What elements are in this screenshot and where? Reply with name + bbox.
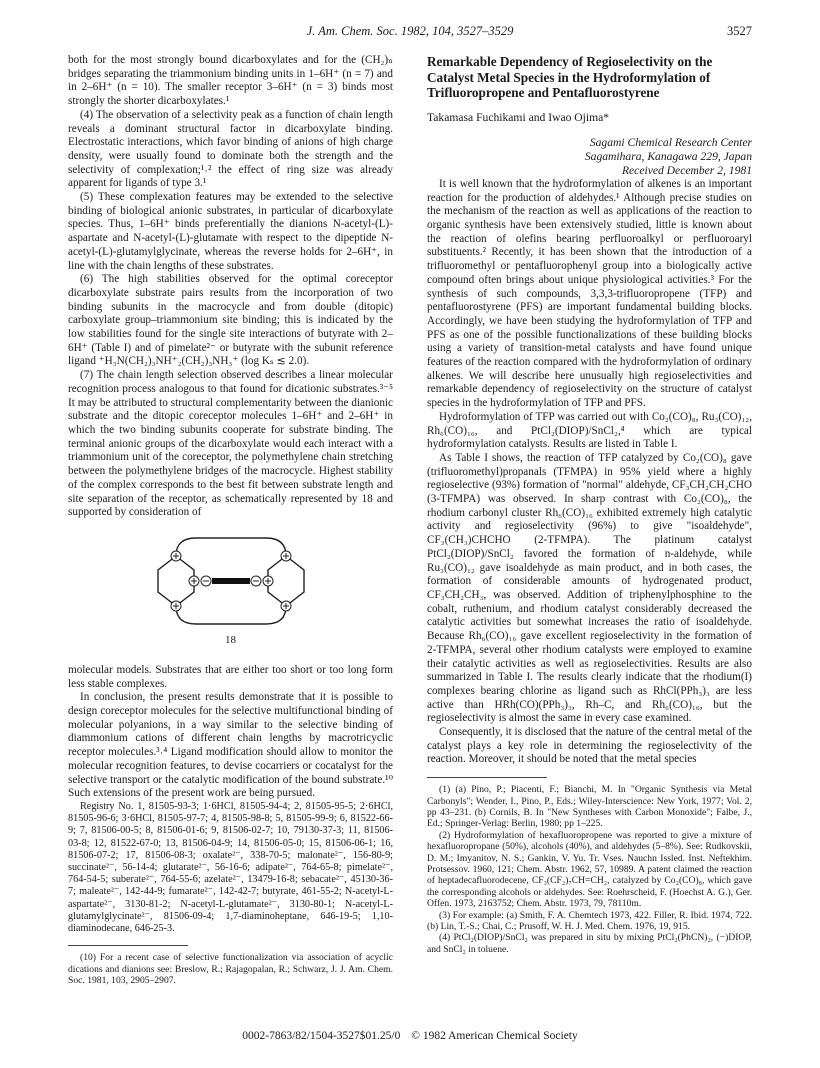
article-authors: Takamasa Fuchikami and Iwao Ojima* <box>427 110 610 124</box>
footnote: (1) (a) Pino, P.; Piacenti, F.; Bianchi, M. In "Organic Synthesis via Metal Carbonyls"; Wender, I., Pino, P., Eds.; Wiley-Interscience: New York, 1977; Vol. 2, pp 43–231. (b) Cornils, B. In "New Syntheses with Carbon Monoxide"; Falbe, J., Ed.; Springer-Verlag: Berlin, 1980; pp 1–225. <box>427 784 752 830</box>
left-column <box>68 54 393 986</box>
footnote-divider <box>68 945 188 946</box>
macrocycle-complex-drawing <box>146 530 316 632</box>
page-number: 3527 <box>727 24 752 38</box>
paragraph: Consequently, it is disclosed that the nature of the central metal of the catalyst plays a key role in determining the regioselectivity of the reaction. Moreover, it should be noted that the metal species <box>427 726 752 766</box>
footnote: (10) For a recent case of selective functionalization via association of acyclic dications and dianions see: Breslow, R.; Rajagopalan, R.; Schwarz, J. J. Am. Chem. Soc. 1981, 103, 2905–2907. <box>68 952 393 986</box>
footnote: (2) Hydroformylation of hexafluoropropene was reported to give a mixture of hexafluoropropane (50%), alcohols (40%), and aldehydes (5–8%). See: Rudkovskii, D. M.; Imyanitov, N. S.; Gankin, V. Yu. Tr. Vses. Nauchn Issled. Inst. Neftekhim. Protsessov. 1960, 121; Chem. Abstr. 1962, 57, 10989. A patent claimed the reaction of heptadecafluorodecene, CF₃(CF₂)₇CH=CH₂, catalyzed by Co₂(CO)₈, which gave the corresponding alcohols or aldehydes. See: Roehrscheid, F. (Hoechst A. G.), Ger. Offen. 1973, 2163752; Chem. Abstr. 1973, 79, 78110m. <box>427 829 752 910</box>
copyright-notice: © 1982 American Chemical Society <box>411 1030 578 1042</box>
footnote: (4) PtCl₂(DIOP)/SnCl₂ was prepared in situ by mixing PtCl₂(PhCN)₂, (−)DIOP, and SnCl₂ in toluene. <box>427 932 752 955</box>
paragraph: molecular models. Substrates that are either too short or too long form less stable complexes. <box>68 663 393 690</box>
registry-numbers: Registry No. 1, 81505-93-3; 1·6HCl, 81505-94-4; 2, 81505-95-5; 2·6HCl, 81505-96-6; 3·6HCl, 81505-97-7; 4, 81505-98-8; 5, 81505-99-9; 6, 81522-66-9; 7, 81506-00-5; 8, 81506-01-6; 9, 81506-02-7; 10, 79130-37-3; 11, 81506-03-8; 12, 81522-67-0; 13, 81506-04-9; 14, 81506-05-0; 15, 81506-06-1; 16, 81506-07-2; 17, 81506-08-3; oxalate²⁻, 338-70-5; malonate²⁻, 156-80-9; succinate²⁻, 56-14-4; glutarate²⁻, 56-16-6; adipate²⁻, 764-65-8; pimelate²⁻, 764-54-5; suberate²⁻, 764-55-6; azelate²⁻, 13479-16-8; sebacate²⁻, 45130-36-7; maleate²⁻, 142-44-9; fumarate²⁻, 142-42-7; butyrate, 461-55-2; N-acetyl-L-aspartate²⁻, 3130-81-2; N-acetyl-L-glutamate²⁻, 3130-80-1; N-acetyl-L-glutamylglycinate²⁻, 81506-09-4; 1,7-diaminoheptane, 646-19-5; 1,10-diaminodecane, 646-25-3. <box>68 800 393 934</box>
page-footer <box>68 1030 752 1042</box>
affiliation-institution: Sagami Chemical Research Center <box>589 136 752 150</box>
article-code: 0002-7863/82/1504-3527$01.25/0 <box>242 1030 401 1042</box>
affiliation-location: Sagamihara, Kanagawa 229, Japan <box>584 150 752 164</box>
received-date: Received December 2, 1981 <box>621 164 752 178</box>
footnote: (3) For example: (a) Smith, F. A. Chemtech 1973, 422. Filler, R. Ibid. 1974, 722. (b) Lin, T.-S.; Chai, C.; Prusoff, W. H. J. Med. Chem. 1976, 19, 915. <box>427 909 752 933</box>
paragraph: (5) These complexation features may be extended to the selective binding of biological anionic substrates, in particular of dicarboxylate species. Thus, 1–6H⁺ binds preferentially the dianions N-acetyl-(L)-aspartate and N-acetyl-(L)-glutamate with respect to the dipeptide N-acetyl-(L)-glutamylglycinate, whereas the reverse holds for 2–6H⁺, in line with the chain lengths of these substrates. <box>68 191 393 272</box>
structure-18-figure <box>68 526 393 656</box>
paragraph: (7) The chain length selection observed describes a linear molecular recognition process analogous to that found for dicationic substrates.³⁻⁵ It may be attributed to structural complementarity between the dianionic substrate and the ditopic coreceptor molecules 1–6H⁺ and 2–6H⁺ in which the two binding subunits cooperate for substrate binding. The terminal anionic groups of the dicarboxylate would each interact with a triammonium unit of the coreceptor, the polymethylene chain stretching between the polymethylene bridges of the macrocycle. Highest stability of the complex corresponds to the best fit between substrate length and site separation of the receptor, as schematically represented by 18 and supported by consideration of <box>68 369 393 519</box>
paragraph: (6) The high stabilities observed for the optimal coreceptor dicarboxylate substrate pairs results from the incorporation of two binding subunits in the macrocycle and from double (ditopic) carboxylate group–triammonium site binding; this is indicated by the low stabilities found for the single site interactions of butyrate with 2–6H⁺ (Table I) and of pimelate²⁻ or butyrate with the subunit reference ligand ⁺H₃N(CH₂)₃NH⁺₂(CH₂)₃NH₃⁺ (log Kₛ ≲ 2.0). <box>68 273 393 368</box>
paragraph: It is well known that the hydroformylation of alkenes is an important reaction for the production of aldehydes.¹ Although precise studies on the mechanism of the reaction as well as applications of the reaction to organic synthesis have been extensively studied, little is known about the reaction of olefins bearing perfluoroalkyl or perfluoroaryl substituents.² Recently, it has been shown that the introduction of a trifluoromethyl or pentafluorophenyl group into a biologically active compound often brings about unique physiological activities.³ For the synthesis of such compounds, 3,3,3-trifluoropropene (TFP) and pentafluorostyrene (PFS) are important fundamental building blocks. Accordingly, we have been studying the hydroformylation of TFP and PFS as one of the possible functionalizations of these building blocks using a variety of transition-metal catalysts and have found unique features of the reaction compared with the hydroformylation of ordinary alkenes. We will describe here unusually high regioselectivities and remarkable dependency of regioselectivity on the structure of catalyst species in the hydroformylation of TFP and PFS. <box>427 177 752 410</box>
article-title: Remarkable Dependency of Regioselectivity on the Catalyst Metal Species in the Hydroformylation of Trifluoropropene and Pentafluorostyrene <box>427 54 713 100</box>
right-column <box>427 54 752 955</box>
journal-citation: J. Am. Chem. Soc. 1982, 104, 3527–3529 <box>306 24 514 38</box>
structure-label: 18 <box>225 633 236 646</box>
footnote-divider <box>427 777 547 778</box>
paragraph: Hydroformylation of TFP was carried out with Co₂(CO)₈, Ru₃(CO)₁₂, Rh₆(CO)₁₆, and PtCl₂(DIOP)/SnCl₂,⁴ which are typical hydroformylation catalysts. Results are listed in Table I. <box>427 410 752 451</box>
paragraph: both for the most strongly bound dicarboxylates and for the (CH₂)ₙ bridges separating the triammonium binding units in 1–6H⁺ (n = 7) and in 2–6H⁺ (n = 10). The smaller receptor 3–6H⁺ (n = 3) binds most strongly the shorter dicarboxylates.¹ <box>68 54 393 108</box>
paragraph: In conclusion, the present results demonstrate that it is possible to design coreceptor molecules for the selective multifunctional binding of molecular polyanions, in a way similar to the selective binding of diammonium cations of different chain lengths by macrotricyclic receptor molecules.³˒⁴ Ligand modification should allow to monitor the molecular recognition features, to devise cocarriers or cocatalyst for the selective transport or the catalytic modification of the bound substrate.¹⁰ Such extensions of the present work are being pursued. <box>68 691 393 800</box>
paragraph: (4) The observation of a selectivity peak as a function of chain length reveals a dominant structural factor in dicarboxylate binding. Electrostatic interactions, which favor binding of anions of high charge density, were usually found to dominate both the strength and the selectivity of complexation;¹˒² the effect of ring size was already apparent for ligands of type 3.¹ <box>68 108 393 190</box>
paragraph: As Table I shows, the reaction of TFP catalyzed by Co₂(CO)₈ gave (trifluoromethyl)propanals (TFMPA) in 95% yield where a highly regioselective (93%) formation of "normal" aldehyde, CF₃CH₂CH₂CHO (3-TFMPA) was observed. In sharp contrast with Co₂(CO)₈, the rhodium carbonyl cluster Rh₆(CO)₁₆ exhibited extremely high catalytic activity and regioselectivity (96%) to give "isoaldehyde", CF₃(CH₃)CHCHO (2-TFMPA). The platinum catalyst PtCl₂(DIOP)/SnCl₂ favored the formation of n-aldehyde, while Ru₃(CO)₁₂ gave isoaldehyde as main product, and in both cases, the formation of considerable amounts of hydrogenated product, CF₃CH₂CH₃, was observed. Addition of triphenylphosphine to the cobalt, ruthenium, and rhodium catalyst considerably decreased the catalytic activities but somewhat increases the ratio of isoaldehyde. Because Rh₆(CO)₁₆ gave excellent regioselectivity in the formation of 2-TFMPA, several other rhodium catalysts were employed to examine their catalytic activities as well as regioselectivities. Results are also summarized in Table I. The results clearly indicate that the rhodium(I) complexes bearing chlorine as ligand such as RhCl(PPh₃)₃ are less active than HRh(CO)(PPh₃)₃, Rh–C, and Rh₆(CO)₁₆, but the regioselectivity is almost the same in every case examined. <box>427 451 752 725</box>
running-header <box>68 24 752 42</box>
